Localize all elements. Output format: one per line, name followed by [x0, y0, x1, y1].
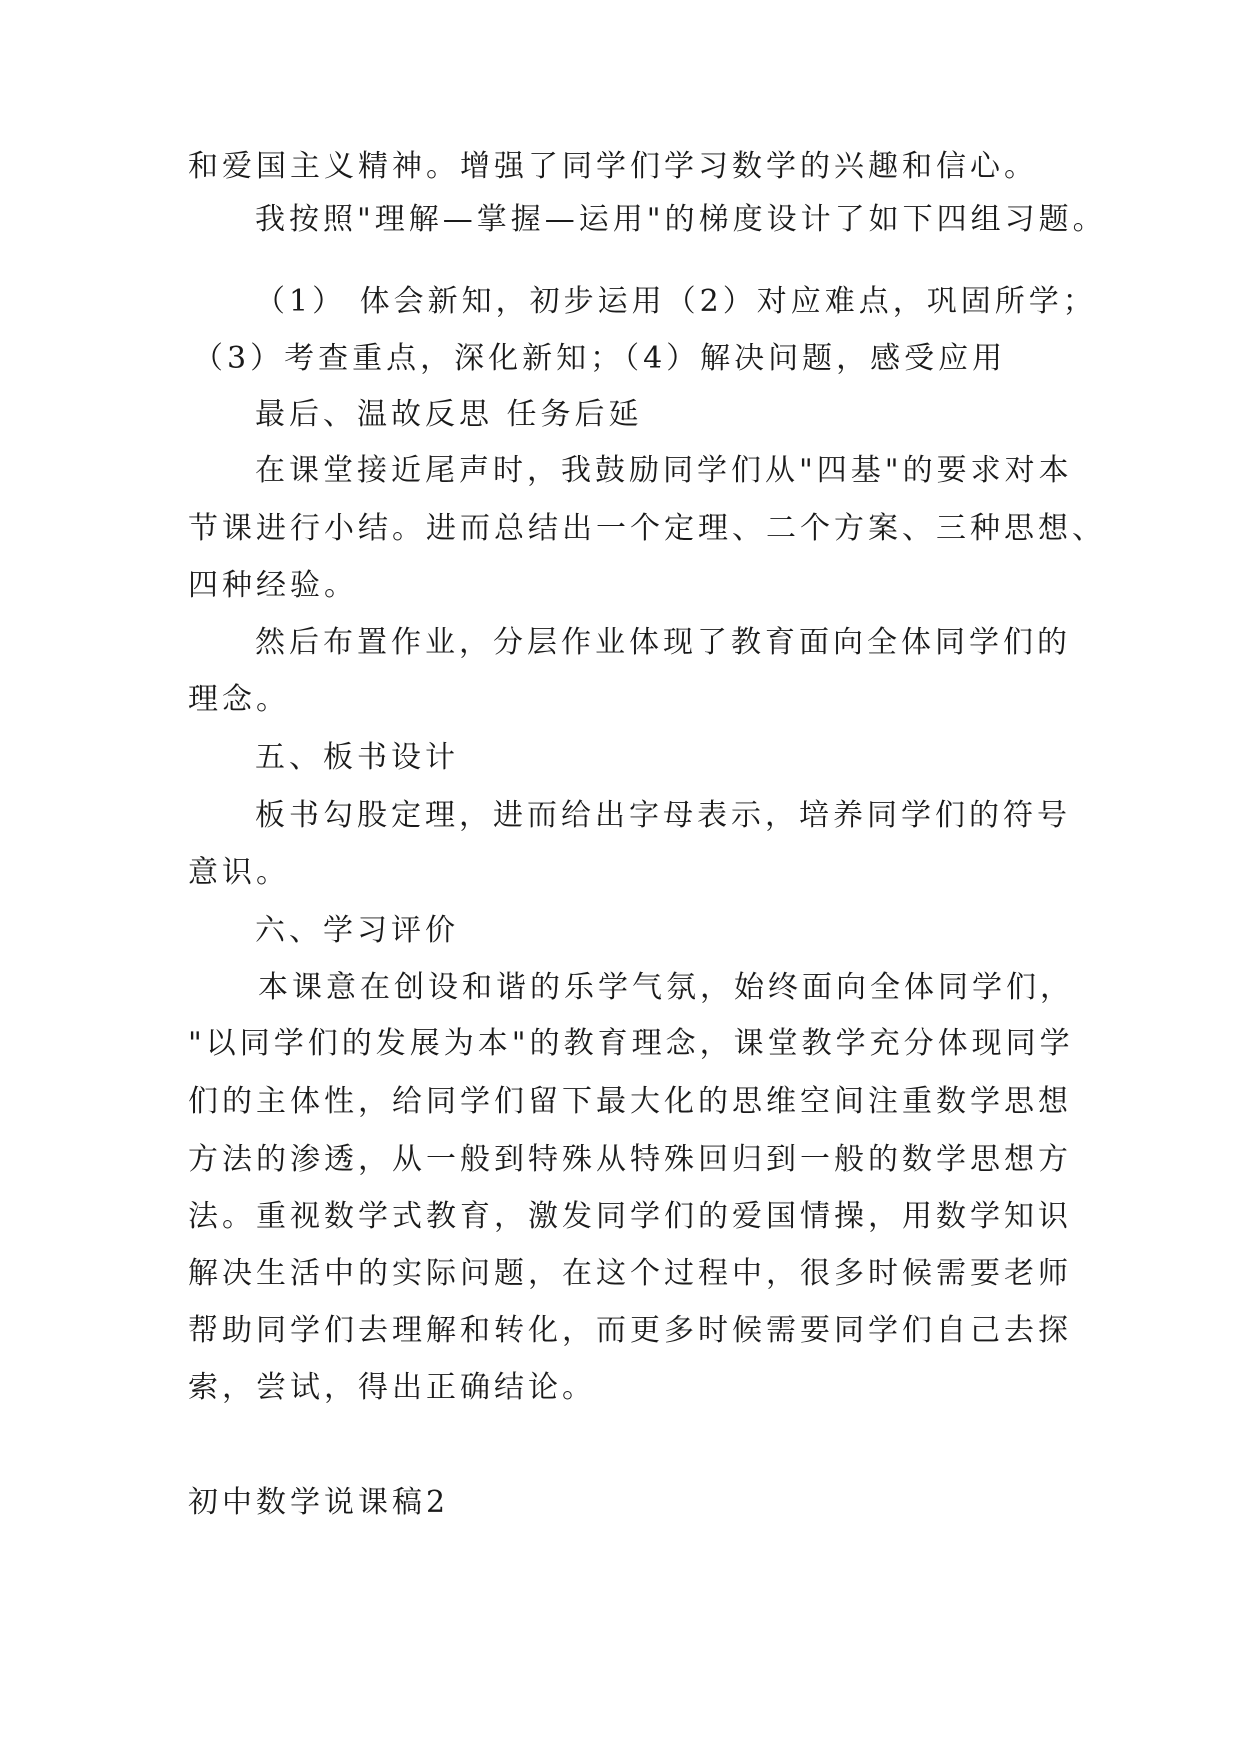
paragraph-line: 们的主体性，给同学们留下最大化的思维空间注重数学思想: [188, 1084, 1072, 1119]
paragraph-line: 解决生活中的实际问题，在这个过程中，很多时候需要老师: [188, 1256, 1072, 1291]
paragraph-line: 在课堂接近尾声时，我鼓励同学们从"四基"的要求对本: [255, 453, 1073, 488]
paragraph-line: 索，尝试，得出正确结论。: [188, 1370, 596, 1405]
section-heading: 五、板书设计: [255, 740, 459, 775]
paragraph-line: 意识。: [188, 855, 290, 890]
paragraph-line: 方法的渗透，从一般到特殊从特殊回归到一般的数学思想方: [188, 1142, 1072, 1177]
paragraph-line: 理念。: [188, 682, 290, 717]
paragraph-line: （3）考查重点，深化新知；（4）解决问题，感受应用: [193, 341, 1007, 376]
paragraph-line: （1） 体会新知，初步运用（2）对应难点，巩固所学；: [255, 284, 1097, 319]
paragraph-line: "以同学们的发展为本"的教育理念，课堂教学充分体现同学: [188, 1026, 1074, 1061]
paragraph-line: 板书勾股定理，进而给出字母表示，培养同学们的符号: [255, 798, 1071, 833]
paragraph-line: 然后布置作业，分层作业体现了教育面向全体同学们的: [255, 625, 1071, 660]
document-title: 初中数学说课稿2: [188, 1485, 450, 1520]
paragraph-line: 和爱国主义精神。增强了同学们学习数学的兴趣和信心。: [188, 149, 1038, 184]
paragraph-line: 帮助同学们去理解和转化，而更多时候需要同学们自己去探: [188, 1313, 1072, 1348]
paragraph-line: 本课意在创设和谐的乐学气氛，始终面向全体同学们，: [258, 970, 1074, 1005]
paragraph-line: 四种经验。: [188, 568, 358, 603]
section-heading: 最后、温故反思 任务后延: [255, 397, 643, 432]
paragraph-line: 法。重视数学式教育，激发同学们的爱国情操，用数学知识: [188, 1199, 1072, 1234]
section-heading: 六、学习评价: [255, 913, 459, 948]
paragraph-line: 我按照"理解—掌握—运用"的梯度设计了如下四组习题。: [255, 202, 1107, 237]
paragraph-line: 节课进行小结。进而总结出一个定理、二个方案、三种思想、: [188, 511, 1106, 546]
